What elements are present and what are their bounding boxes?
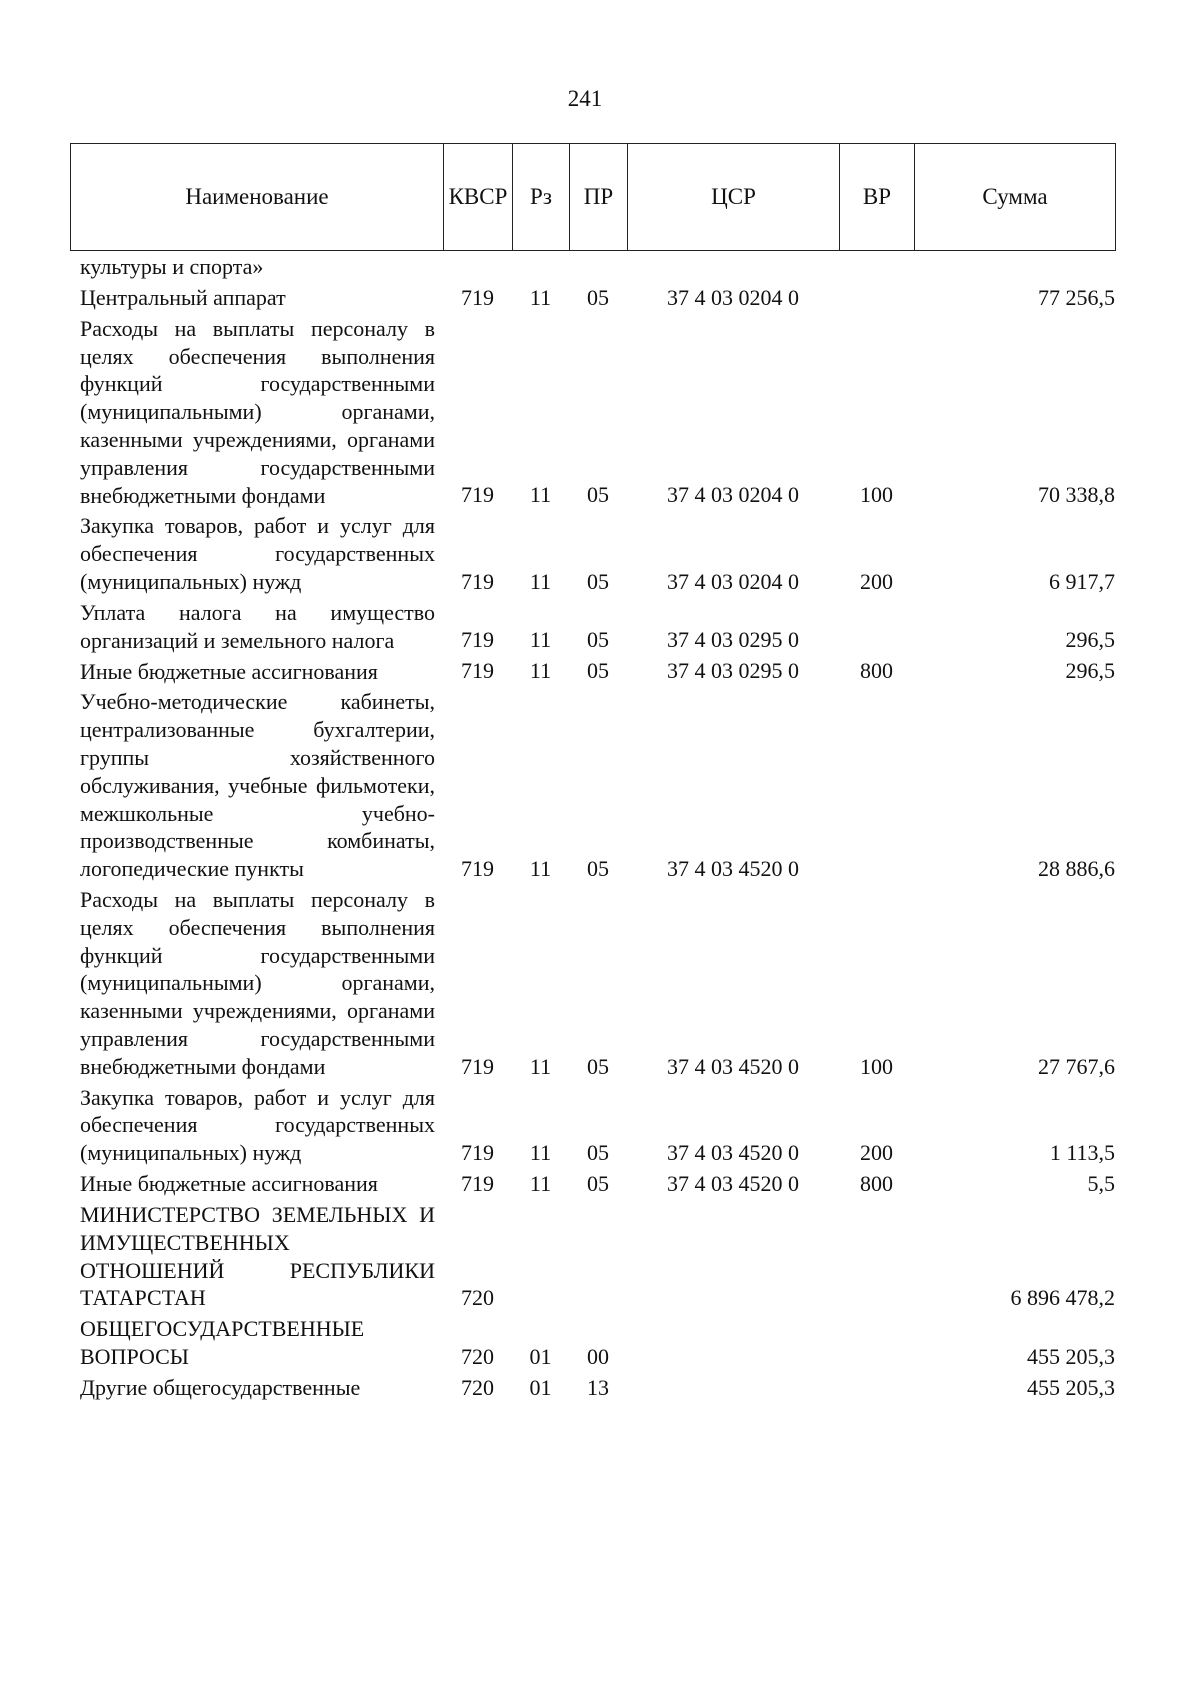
table-row xyxy=(70,511,1115,597)
cell-kvsr: 719 xyxy=(461,568,494,594)
cell-csr: 37 4 03 4520 0 xyxy=(667,855,799,881)
cell-pr: 05 xyxy=(587,1053,609,1079)
cell-rz: 01 xyxy=(529,1374,552,1400)
budget-table-body xyxy=(70,252,1115,1404)
cell-csr: 37 4 03 0204 0 xyxy=(667,482,799,508)
cell-csr: 37 4 03 0204 0 xyxy=(667,284,799,310)
cell-pr: 13 xyxy=(587,1374,609,1400)
cell-name: Другие общегосударственные xyxy=(80,1374,361,1400)
cell-summa: 455 205,3 xyxy=(1027,1343,1115,1369)
cell-kvsr: 720 xyxy=(461,1374,494,1400)
cell-kvsr: 719 xyxy=(461,482,494,508)
cell-vr xyxy=(839,1314,914,1373)
cell-csr: 37 4 03 0295 0 xyxy=(667,658,799,684)
cell-kvsr: 719 xyxy=(461,1139,494,1165)
cell-pr xyxy=(569,1200,627,1314)
cell-kvsr: 719 xyxy=(461,284,494,310)
cell-vr: 200 xyxy=(860,568,893,594)
cell-csr: 37 4 03 0295 0 xyxy=(667,627,799,653)
cell-rz: 11 xyxy=(529,1170,552,1196)
table-row xyxy=(70,1200,1115,1314)
cell-kvsr: 719 xyxy=(461,658,494,684)
cell-pr: 05 xyxy=(587,627,609,653)
cell-vr xyxy=(839,598,914,657)
cell-rz: 11 xyxy=(529,658,552,684)
page-number: 241 xyxy=(567,86,603,111)
column-header-pr: ПР xyxy=(570,144,628,251)
cell-rz: 11 xyxy=(529,627,552,653)
table-row xyxy=(70,283,1115,314)
cell-csr xyxy=(627,1373,839,1404)
cell-rz: 11 xyxy=(529,855,552,881)
cell-csr: 37 4 03 4520 0 xyxy=(667,1170,799,1196)
cell-rz: 11 xyxy=(529,1139,552,1165)
cell-name: Расходы на выплаты персоналу в целях обеспечения выполнения функций государственными (муниципальными) органами, казенными учреждениями, органами управления государственными внебюджетными фондами xyxy=(80,886,435,1079)
cell-csr xyxy=(627,252,839,283)
budget-table-header xyxy=(70,143,1116,251)
cell-pr: 05 xyxy=(587,568,609,594)
cell-pr: 05 xyxy=(587,855,609,881)
table-row xyxy=(70,252,1115,283)
cell-rz: 11 xyxy=(529,284,552,310)
cell-name: ОБЩЕГОСУДАРСТВЕННЫЕ ВОПРОСЫ xyxy=(80,1316,365,1369)
cell-name: Расходы на выплаты персоналу в целях обеспечения выполнения функций государственными (муниципальными) органами, казенными учреждениями, органами управления государственными внебюджетными фондами xyxy=(80,315,435,508)
cell-summa: 70 338,8 xyxy=(1038,482,1115,508)
cell-kvsr xyxy=(443,252,512,283)
cell-kvsr: 719 xyxy=(461,855,494,881)
cell-pr: 05 xyxy=(587,482,609,508)
cell-vr xyxy=(839,1373,914,1404)
cell-rz xyxy=(512,252,569,283)
table-row xyxy=(70,598,1115,657)
cell-kvsr: 720 xyxy=(461,1285,494,1311)
column-header-csr: ЦСР xyxy=(628,144,840,251)
table-row xyxy=(70,885,1115,1083)
table-row xyxy=(70,314,1115,512)
cell-name: Иные бюджетные ассигнования xyxy=(80,1171,378,1197)
cell-summa: 6 917,7 xyxy=(1049,568,1115,594)
cell-csr xyxy=(627,1314,839,1373)
cell-summa: 27 767,6 xyxy=(1038,1053,1115,1079)
cell-summa: 455 205,3 xyxy=(1027,1374,1115,1400)
table-row xyxy=(70,687,1115,885)
cell-rz: 11 xyxy=(529,482,552,508)
cell-pr: 05 xyxy=(587,1139,609,1165)
cell-pr: 00 xyxy=(587,1343,609,1369)
table-row xyxy=(70,1169,1115,1200)
cell-vr xyxy=(839,687,914,885)
cell-vr: 100 xyxy=(860,482,893,508)
column-header-name: Наименование xyxy=(71,144,444,251)
column-header-summa: Сумма xyxy=(915,144,1116,251)
table-row xyxy=(70,656,1115,687)
cell-name: Центральный аппарат xyxy=(80,285,286,310)
cell-summa: 28 886,6 xyxy=(1038,855,1115,881)
cell-name: Закупка товаров, работ и услуг для обеспечения государственных (муниципальных) нужд xyxy=(80,513,435,594)
cell-summa xyxy=(914,252,1115,283)
cell-pr xyxy=(569,252,627,283)
cell-name: Уплата налога на имущество организаций и земельного налога xyxy=(80,599,435,653)
cell-rz: 11 xyxy=(529,1053,552,1079)
cell-summa: 77 256,5 xyxy=(1038,284,1115,310)
cell-rz: 11 xyxy=(529,568,552,594)
cell-rz xyxy=(512,1200,569,1314)
cell-name: культуры и спорта» xyxy=(80,254,264,279)
cell-name: Закупка товаров, работ и услуг для обеспечения государственных (муниципальных) нужд xyxy=(80,1084,435,1166)
cell-summa: 296,5 xyxy=(1065,627,1115,653)
cell-vr xyxy=(839,283,914,314)
cell-pr: 05 xyxy=(587,1170,609,1196)
cell-kvsr: 719 xyxy=(461,1053,494,1079)
cell-csr: 37 4 03 4520 0 xyxy=(667,1139,799,1165)
cell-vr: 800 xyxy=(860,1170,893,1196)
cell-name: МИНИСТЕРСТВО ЗЕМЕЛЬНЫХ И ИМУЩЕСТВЕННЫХ ОТНОШЕНИЙ РЕСПУБЛИКИ ТАТАРСТАН xyxy=(80,1201,435,1311)
cell-csr: 37 4 03 0204 0 xyxy=(667,568,799,594)
cell-pr: 05 xyxy=(587,284,609,310)
table-row xyxy=(70,1373,1115,1404)
cell-kvsr: 720 xyxy=(461,1343,494,1369)
cell-rz: 01 xyxy=(529,1343,552,1369)
cell-summa: 1 113,5 xyxy=(1049,1139,1115,1165)
column-header-vr: ВР xyxy=(840,144,915,251)
table-row xyxy=(70,1083,1115,1169)
table-row xyxy=(70,1314,1115,1373)
cell-pr: 05 xyxy=(587,658,609,684)
cell-summa: 6 896 478,2 xyxy=(1010,1285,1115,1311)
cell-vr xyxy=(839,1200,914,1314)
cell-kvsr: 719 xyxy=(461,627,494,653)
cell-csr xyxy=(627,1200,839,1314)
cell-kvsr: 719 xyxy=(461,1170,494,1196)
cell-summa: 296,5 xyxy=(1065,658,1115,684)
cell-csr: 37 4 03 4520 0 xyxy=(667,1053,799,1079)
cell-vr: 800 xyxy=(860,658,893,684)
cell-vr: 100 xyxy=(860,1053,893,1079)
column-header-kvsr: КВСР xyxy=(444,144,513,251)
cell-vr: 200 xyxy=(860,1139,893,1165)
cell-name: Иные бюджетные ассигнования xyxy=(80,658,378,684)
column-header-rz: Рз xyxy=(513,144,570,251)
cell-vr xyxy=(839,252,914,283)
cell-name: Учебно-методические кабинеты, централизованные бухгалтерии, группы хозяйственного обслуживания, учебные фильмотеки, межшкольные учебно-производственные комбинаты, логопедические пункты xyxy=(80,689,435,882)
cell-summa: 5,5 xyxy=(1087,1170,1115,1196)
